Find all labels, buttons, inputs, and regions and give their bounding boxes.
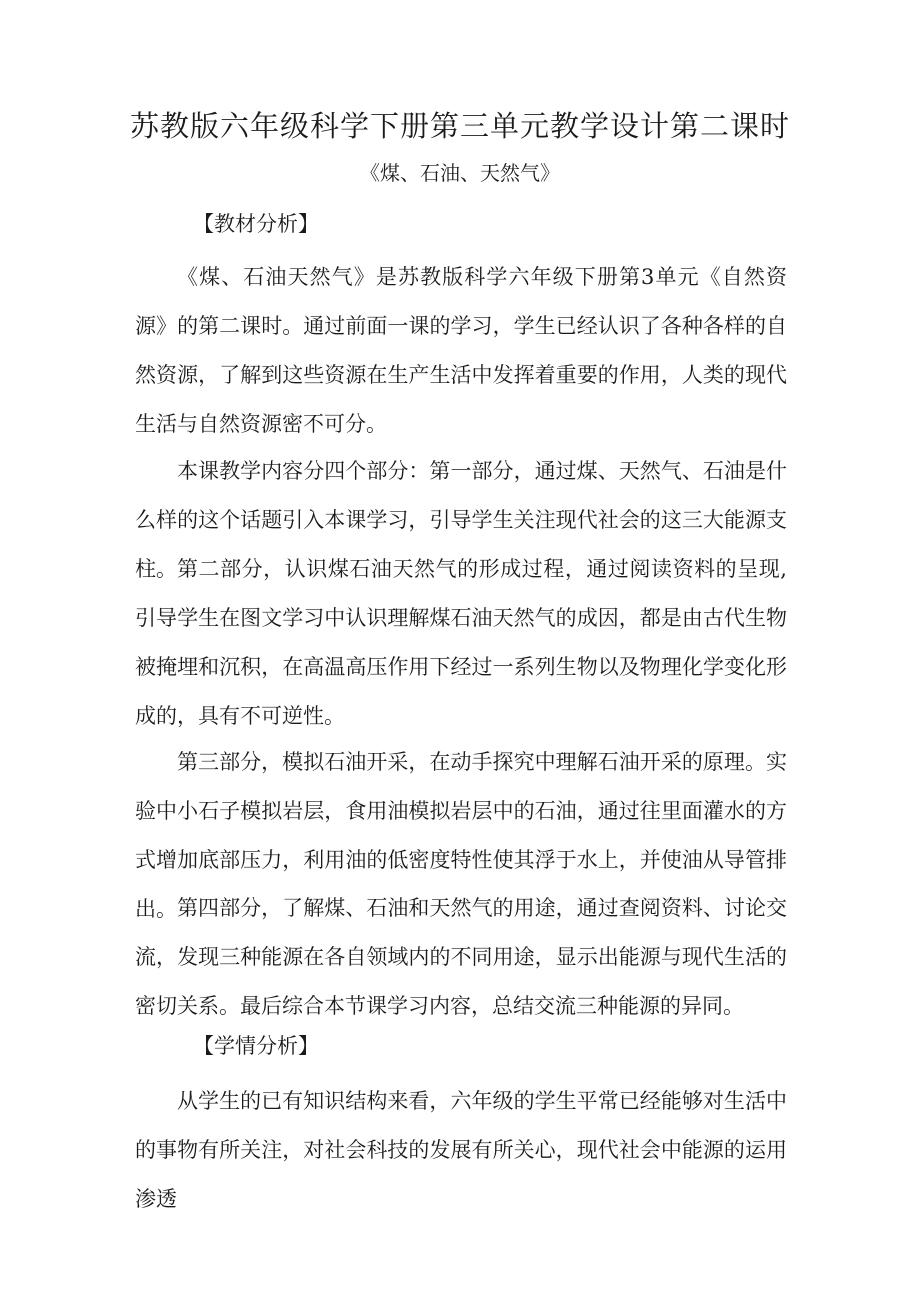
paragraph-learner-analysis: 从学生的已有知识结构来看，六年级的学生平常已经能够对生活中的事物有所关注，对社会科技的发展有所关心，现代社会中能源的运用渗透 — [135, 1089, 787, 1211]
paragraph-textbook-intro: 《煤、石油天然气》是苏教版科学六年级下册第3单元《自然资源》的第二课时。通过前面一课的学习，学生已经认识了各种各样的自然资源，了解到这些资源在生产生活中发挥着重要的作用，人类的现代生活与自然资源密不可分。 — [135, 265, 787, 436]
paragraph-part-two: 第二部分，认识煤石油天然气的形成过程，通过阅读资料的呈现,引导学生在图文学习中认识理解煤石油天然气的成因，都是由古代生物被掩埋和沉积，在高温高压作用下经过一系列生物以及物理化学变化形成的，具有不可逆性。 — [135, 557, 787, 728]
section-heading-learner-analysis: 【学情分析】 — [193, 1034, 319, 1058]
section-heading-textbook-analysis: 【教材分析】 — [193, 212, 319, 236]
paragraph-part-three: 第三部分，模拟石油开采，在动手探究中理解石油开采的原理。实验中小石子模拟岩层，食用油模拟岩层中的石油，通过往里面灌水的方式增加底部压力，利用油的低密度特性使其浮于水上，并使油从导管排出。 — [135, 750, 787, 921]
paragraph-part-four: 第四部分，了解煤、石油和天然气的用途，通过查阅资料、讨论交流，发现三种能源在各自领域内的不同用途，显示出能源与现代生活的密切关系。最后综合本节课学习内容，总结交流三种能源的异同。 — [135, 896, 787, 1018]
document-subtitle: 《煤、石油、天然气》 — [360, 161, 560, 185]
paragraph-part-one: 本课教学内容分四个部分：第一部分，通过煤、天然气、石油是什么样的这个话题引入本课学习，引导学生关注现代社会的这三大能源支柱。 — [135, 459, 787, 581]
document-title: 苏教版六年级科学下册第三单元教学设计第二课时 — [129, 109, 790, 143]
